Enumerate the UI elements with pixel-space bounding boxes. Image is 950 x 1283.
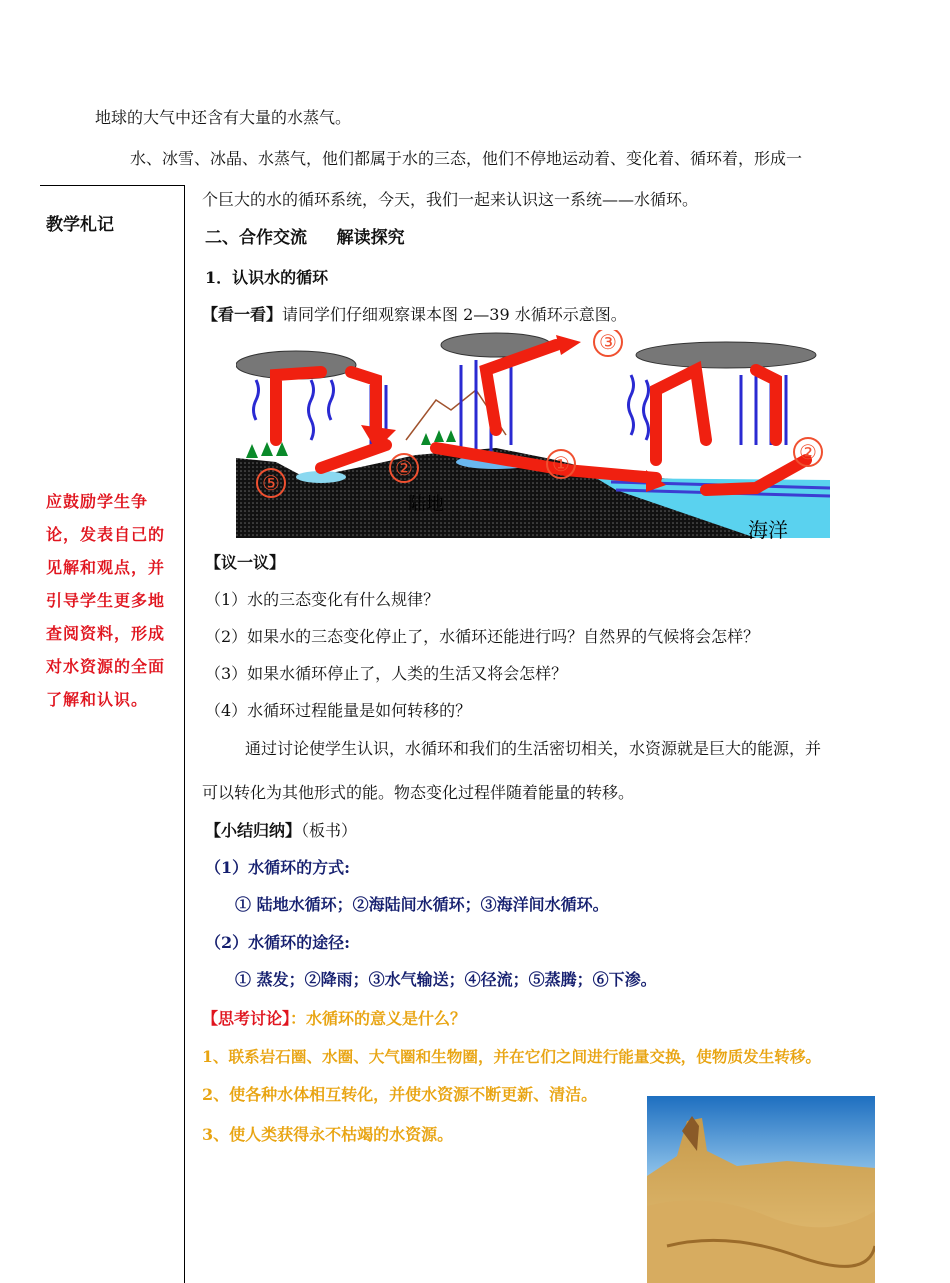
think-line <box>202 1009 466 1029</box>
marker-2: ② <box>395 456 413 480</box>
think-question: ：水循环的意义是什么？ <box>290 1009 467 1028</box>
summary-tag-note: （板书） <box>301 821 358 840</box>
marker-5: ⑤ <box>262 471 280 495</box>
section-heading: 二、合作交流 解读探究 <box>205 228 405 248</box>
question-4: （4）水循环过程能量是如何转移的？ <box>205 701 472 720</box>
sidebar-note: 应鼓励学生争论，发表自己的见解和观点，并引导学生更多地查阅资料，形成对水资源的全面了解和认识。 <box>46 492 166 709</box>
discussion-paragraph-2: 可以转化为其他形式的能。物态变化过程伴随着能量的转移。 <box>202 783 635 802</box>
land-label: 陆地 <box>408 494 444 515</box>
marker-1: ① <box>552 452 570 476</box>
marker-2-ocean: ② <box>799 440 817 464</box>
margin-top-rule <box>40 185 185 186</box>
water-cycle-diagram <box>236 330 830 540</box>
margin-divider <box>184 186 185 1283</box>
intro-line-1: 地球的大气中还含有大量的水蒸气。 <box>95 108 352 127</box>
cloud-right <box>636 342 816 368</box>
question-2: （2）如果水的三态变化停止了，水循环还能进行吗？自然界的气候将会怎样？ <box>205 627 760 646</box>
intro-line-2: 水、冰雪、冰晶、水蒸气，他们都属于水的三态，他们不停地运动着、变化着、循环着，形成一 <box>130 149 803 168</box>
summary-heading-2: （2）水循环的途径: <box>205 933 351 952</box>
sidebar-title: 教学札记 <box>46 215 114 235</box>
desert-photo <box>647 1096 875 1283</box>
marker-3: ③ <box>599 330 617 354</box>
think-answer-3: 3、使人类获得永不枯竭的水资源。 <box>202 1125 454 1144</box>
look-tag: 【看一看】 <box>202 305 283 324</box>
discussion-paragraph-1: 通过讨论使学生认识，水循环和我们的生活密切相关，水资源就是巨大的能源，并 <box>245 739 822 758</box>
summary-line <box>205 821 357 841</box>
look-line <box>202 305 627 325</box>
intro-line-3: 个巨大的水的循环系统，今天，我们一起来认识这一系统——水循环。 <box>202 190 699 209</box>
summary-heading-1: （1）水循环的方式: <box>205 858 351 877</box>
summary-list-1: ① 陆地水循环；②海陆间水循环；③海洋间水循环。 <box>235 895 609 914</box>
discuss-tag: 【议一议】 <box>205 553 286 572</box>
subsection-heading: 1．认识水的循环 <box>205 268 329 287</box>
summary-list-2: ① 蒸发；②降雨；③水气输送；④径流；⑤蒸腾；⑥下渗。 <box>235 970 657 989</box>
ocean-label: 海洋 <box>748 518 788 540</box>
think-tag: 【思考讨论】 <box>202 1009 291 1028</box>
summary-tag: 【小结归纳】 <box>205 821 302 840</box>
think-answer-2: 2、使各种水体相互转化，并使水资源不断更新、清洁。 <box>202 1085 598 1104</box>
question-1: （1）水的三态变化有什么规律？ <box>205 590 440 609</box>
question-3: （3）如果水循环停止了，人类的生活又将会怎样？ <box>205 664 568 683</box>
look-text: 请同学们仔细观察课本图 2—39 水循环示意图。 <box>282 305 627 324</box>
think-answer-1: 1、联系岩石圈、水圈、大气圈和生物圈，并在它们之间进行能量交换，使物质发生转移。 <box>202 1047 822 1066</box>
